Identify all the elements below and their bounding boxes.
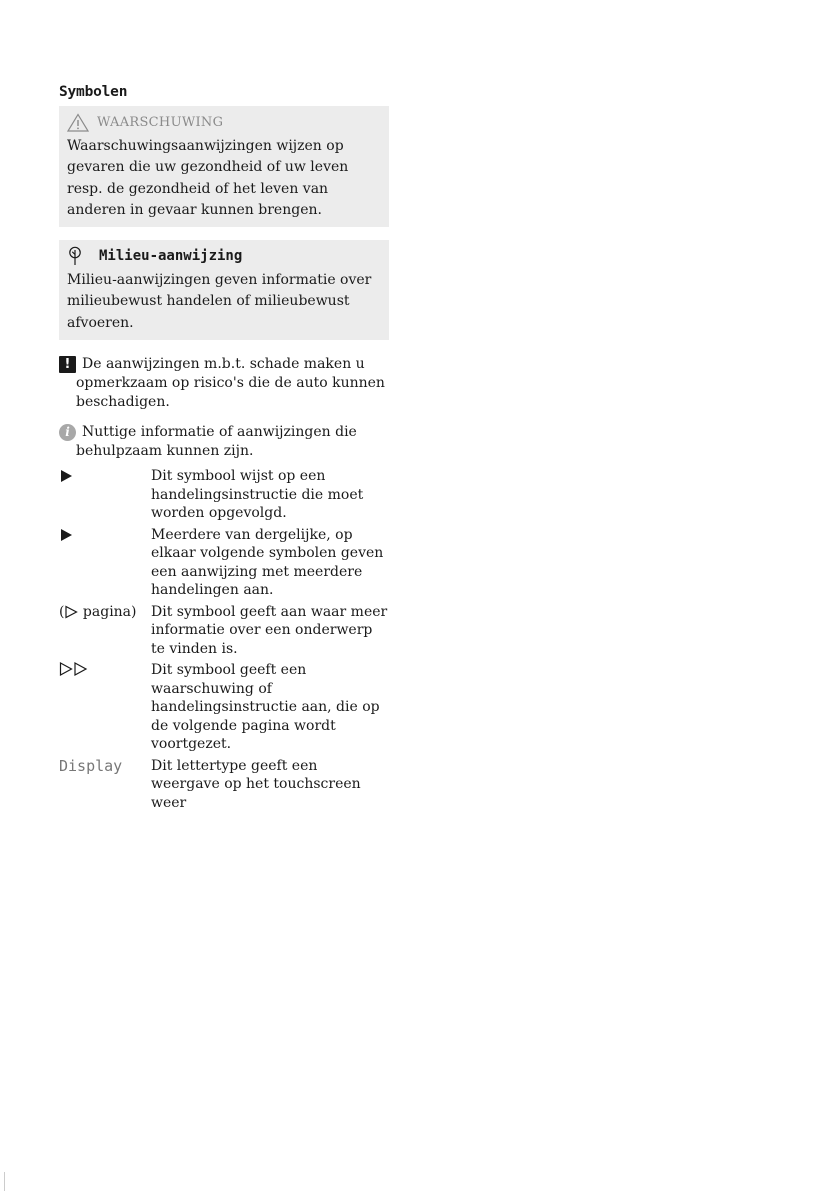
section-heading: Symbolen: [59, 84, 128, 100]
symbols-section: [59, 84, 389, 812]
symbol-description: Dit symbool wijst op een handelingsinstructie die moet worden opgevolgd.: [151, 468, 364, 522]
symbol-description: Dit symbool geeft aan waar meer informatie over een onderwerp te vinden is.: [151, 603, 388, 657]
environment-header: [67, 246, 381, 266]
environment-box: [59, 240, 389, 340]
damage-note-rest: opmerkzaam op risico's die de auto kunnen beschadigen.: [76, 375, 385, 411]
page-edge-mark: [4, 1172, 5, 1191]
symbol-row: [59, 757, 389, 813]
info-note: [59, 423, 389, 461]
warning-box: [59, 106, 389, 227]
tree-icon: [67, 246, 83, 266]
warning-triangle-icon: [67, 113, 89, 132]
symbol-row: [59, 526, 389, 600]
display-font-sample: Display: [59, 756, 123, 775]
warning-text: Waarschuwingsaanwijzingen wijzen op gevaren die uw gezondheid of uw leven resp. de gezondheid of het leven van anderen in gevaar kunnen brengen.: [67, 138, 349, 218]
info-icon: i: [59, 424, 76, 441]
page-ref-open: (: [59, 603, 65, 620]
filled-triangle-icon: [61, 470, 72, 482]
outline-triangle-icon: [64, 605, 78, 619]
environment-title: Milieu-aanwijzing: [99, 248, 243, 265]
page-ref-word: pagina): [82, 603, 137, 620]
symbol-description: Meerdere van dergelijke, op elkaar volgende symbolen geven een aanwijzing met meerdere handelingen aan.: [151, 526, 384, 599]
symbol-row: [59, 467, 389, 523]
warning-title: WAARSCHUWING: [97, 114, 224, 130]
symbol-list: [59, 467, 389, 812]
filled-triangle-icon: [61, 529, 72, 541]
damage-note-first: De aanwijzingen m.b.t. schade maken u: [82, 356, 365, 373]
damage-note: [59, 355, 389, 412]
symbol-description: Dit symbool geeft een waarschuwing of handelingsinstructie aan, die op de volgende pagina wordt voortgezet.: [151, 662, 380, 753]
symbol-row: [59, 661, 389, 754]
symbol-row: [59, 603, 389, 659]
environment-text: Milieu-aanwijzingen geven informatie over milieubewust handelen of milieubewust afvoeren.: [67, 272, 372, 331]
double-outline-triangle-icon: [59, 661, 89, 677]
exclamation-icon: !: [59, 356, 76, 373]
info-note-first: Nuttige informatie of aanwijzingen die: [82, 424, 357, 441]
info-note-rest: behulpzaam kunnen zijn.: [76, 443, 254, 460]
symbol-description: Dit lettertype geeft een weergave op het touchscreen weer: [151, 757, 361, 811]
warning-header: [67, 112, 381, 132]
